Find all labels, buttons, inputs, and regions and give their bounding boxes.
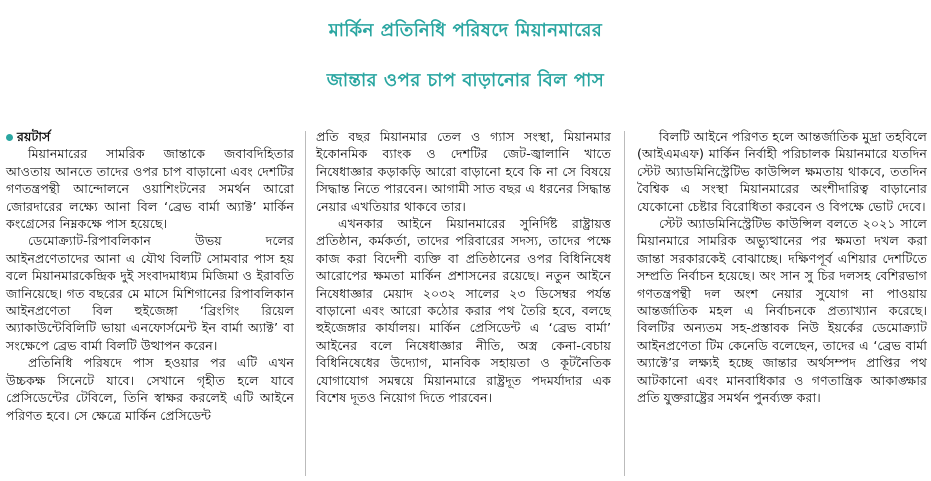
headline-line-1: মার্কিন প্রতিনিধি পরিষদে মিয়ানমারের	[328, 20, 603, 41]
bullet-icon	[6, 134, 13, 141]
paragraph: প্রতি বছর মিয়ানমার তেল ও গ্যাস সংস্থা, মিয়ানমার ইকোনমিক ব্যাংক ও দেশটির জেট-জ্বালানি খাতে নিষেধাজ্ঞার কড়াকড়ি আরো বাড়ানো হবে কি না সে বিষয়ে সিদ্ধান্ত নিতে পারবেন। আগামী সাত বছর এ ধরনের সিদ্ধান্ত নেয়ার এখতিয়ার থাকবে তার।	[316, 129, 611, 214]
paragraph: মিয়ানমারের সামরিক জান্তাকে জবাবদিহিতার আওতায় আনতে তাদের ওপর চাপ বাড়ানো এবং দেশটির গণতন্ত্রপন্থী আন্দোলনে ওয়াশিংটনের সমর্থন আরো জোরদারের লক্ষ্যে আনা বিল ‘ব্রেভ বার্মা অ্যাক্ট’ মার্কিন কংগ্রেসের নিম্নকক্ষে পাস হয়েছে।	[6, 146, 294, 232]
column-divider	[305, 131, 306, 476]
paragraph: স্টেট অ্যাডমিনিস্ট্রেটিভ কাউন্সিল বলতে ২০২১ সালে মিয়ানমারে সামরিক অভ্যুত্থানের পর ক্ষমতা দখল করা জান্তা সরকারকেই বোঝাচ্ছে। দক্ষিণপূর্ব এশিয়ার দেশটিতে সম্প্রতি নির্বাচন হয়েছে। অং সান সু চির দলসহ বেশিরভাগ গণতন্ত্রপন্থী দল অংশ নেয়ার সুযোগ না পাওয়ায় আন্তর্জাতিক মহল এ নির্বাচনকে প্রত্যাখ্যান করেছে। বিলটির অন্যতম সহ-প্রস্তাবক নিউ ইয়র্কের ডেমোক্র্যাট আইনপ্রণেতা টিম কেনেডি বলেছেন, তাদের এ ‘ব্রেভ বার্মা অ্যাক্টে’র লক্ষ্যই হচ্ছে জান্তার অর্থসম্পদ প্রাপ্তির পথ আটকানো এবং মানবাধিকার ও গণতান্ত্রিক আকাঙ্ক্ষার প্রতি যুক্তরাষ্ট্রের সমর্থন পুনর্ব্যক্ত করা।	[637, 216, 927, 406]
article-column-2	[316, 128, 611, 407]
paragraph: ডেমোক্র্যাট-রিপাবলিকান উভয় দলের আইনপ্রণেতাদের আনা এ যৌথ বিলটি সোমবার পাস হয় বলে মিয়ানমারকেন্দ্রিক দুই সংবাদমাধ্যম মিজিমা ও ইরাবতি জানিয়েছে। গত বছরের মে মাসে মিশিগানের রিপাবলিকান আইনপ্রণেতা বিল হুইজেঙ্গা ‘ব্রিংগিং রিয়েল অ্যাকাউন্টেবিলিটি ভায়া এনফোর্সমেন্ট ইন বার্মা অ্যাক্ট’ বা সংক্ষেপে ব্রেভ বার্মা বিলটি উত্থাপন করেন।	[6, 233, 294, 353]
paragraph: প্রতিনিধি পরিষদে পাস হওয়ার পর এটি এখন উচ্চকক্ষ সিনেটে যাবে। সেখানে গৃহীত হলে যাবে প্রেসিডেন্টের টেবিলে, তিনি স্বাক্ষর করলেই এটি আইনে পরিণত হবে। সে ক্ষেত্রে মার্কিন প্রেসিডেন্ট	[6, 355, 294, 423]
article-column-3	[637, 128, 927, 407]
byline	[6, 128, 294, 145]
byline-text: রয়টার্স	[17, 129, 51, 144]
article-column-1	[6, 128, 294, 424]
column-divider	[624, 131, 625, 476]
headline-line-2: জান্তার ওপর চাপ বাড়ানোর বিল পাস	[326, 70, 605, 91]
paragraph: বিলটি আইনে পরিণত হলে আন্তর্জাতিক মুদ্রা তহবিলে (আইএমএফ) মার্কিন নির্বাহী পরিচালক মিয়ানমারে যতদিন স্টেট অ্যাডমিনিস্ট্রেটিভ কাউন্সিল ক্ষমতায় থাকবে, ততদিন বৈশ্বিক এ সংস্থা মিয়ানমারের অংশীদারিত্ব বাড়ানোর যেকোনো চেষ্টার বিরোধিতা করবেন ও বিপক্ষে ভোট দেবে।	[637, 129, 927, 214]
paragraph: এখনকার আইনে মিয়ানমারের সুনির্দিষ্ট রাষ্ট্রায়ত্ত প্রতিষ্ঠান, কর্মকর্তা, তাদের পরিবারের সদস্য, তাদের পক্ষে কাজ করা বিদেশী ব্যক্তি বা প্রতিষ্ঠানের ওপর বিধিনিষেধ আরোপের ক্ষমতা মার্কিন প্রশাসনের রয়েছে। নতুন আইনে নিষেধাজ্ঞার মেয়াদ ২০৩২ সালের ২৩ ডিসেম্বর পর্যন্ত বাড়ানো এবং আরো কঠোর করার পথ তৈরি হবে, বলছে হুইজেঙ্গার কার্যালয়। মার্কিন প্রেসিডেন্ট এ ‘ব্রেভ বার্মা’ আইনের বলে নিষেধাজ্ঞার নীতি, অস্ত্র কেনা-বেচায় বিধিনিষেধের উদ্যোগ, মানবিক সহায়তা ও কূটনৈতিক যোগাযোগ সমন্বয়ে মিয়ানমারে রাষ্ট্রদূত পদমর্যাদার এক বিশেষ দূতও নিয়োগ দিতে পারবেন।	[316, 216, 611, 406]
headline	[0, 6, 931, 106]
